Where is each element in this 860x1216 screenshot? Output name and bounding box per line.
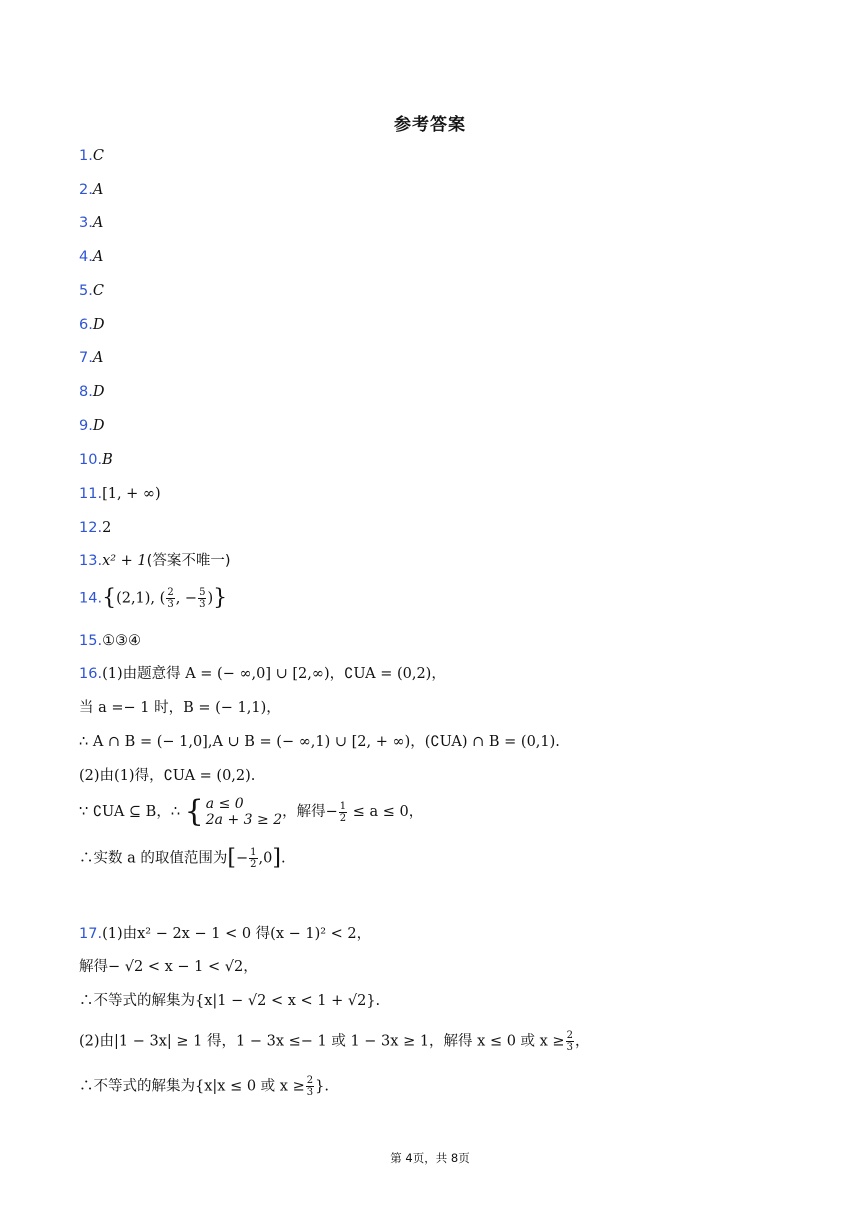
answer-line — [79, 382, 104, 402]
solution-17-line-3: ∴不等式的解集为{x|1 − √2 < x < 1 + √2}. — [79, 993, 381, 1009]
solution-text: ≤ a ≤ 0， — [348, 804, 424, 820]
question-number: 16. — [79, 666, 103, 682]
solution-17-line-2: 解得− √2 < x − 1 < √2， — [79, 959, 258, 975]
question-number: 15. — [79, 633, 103, 649]
answer-text: A — [92, 249, 104, 265]
denominator: 3 — [167, 599, 174, 610]
solution-16-line-6 — [79, 847, 286, 870]
solution-text: ，解得− — [282, 804, 338, 820]
answer-line — [79, 484, 161, 504]
page-title: 参考答案 — [394, 115, 466, 135]
numerator: 5 — [199, 587, 206, 598]
set-close-brace: } — [213, 585, 228, 611]
question-number: 12. — [79, 520, 103, 536]
question-number: 17. — [79, 926, 103, 942]
denominator: 3 — [199, 599, 206, 610]
question-number: 13. — [79, 553, 103, 569]
answer-text: C — [92, 148, 104, 164]
interval-open-bracket: [ — [227, 845, 236, 871]
solution-16-line-5 — [79, 796, 423, 828]
question-number: 2. — [79, 182, 93, 198]
question-number: 8. — [79, 384, 93, 400]
answer-text: A — [92, 215, 104, 231]
solution-16-line-1 — [79, 664, 446, 684]
answer-text: [1, + ∞) — [102, 486, 161, 502]
answer-line — [79, 213, 103, 233]
answer-line — [79, 450, 113, 470]
answer-line — [79, 180, 103, 200]
question-number: 9. — [79, 418, 93, 434]
solution-text: ∴不等式的解集为{x|x ≤ 0 或 x ≥ — [79, 1078, 305, 1095]
answer-line — [79, 247, 103, 267]
answer-text: B — [102, 452, 113, 468]
solution-text: }. — [315, 1078, 329, 1095]
numerator: 2 — [566, 1030, 573, 1041]
solution-text: ,0 — [258, 850, 273, 867]
question-number: 4. — [79, 249, 93, 265]
system-brace: { — [184, 794, 204, 829]
numerator: 1 — [339, 800, 347, 812]
answer-line — [79, 146, 104, 166]
question-number: 6. — [79, 317, 93, 333]
answer-note: (答案不唯一) — [146, 553, 231, 569]
answer-line-14 — [79, 587, 227, 610]
answer-line — [79, 348, 103, 368]
system-row: a ≤ 0 — [205, 796, 244, 812]
answer-line — [79, 416, 104, 436]
answer-part: ) — [207, 590, 214, 607]
question-number: 7. — [79, 350, 93, 366]
interval-close-bracket: ] — [272, 845, 281, 871]
denominator: 2 — [339, 812, 347, 824]
question-number: 10. — [79, 452, 103, 468]
answer-text: 2 — [102, 520, 112, 536]
answer-part: (2,1), ( — [116, 590, 166, 607]
answer-line-13 — [79, 551, 230, 571]
question-number: 3. — [79, 215, 93, 231]
solution-16-line-4: (2)由(1)得，∁UA = (0,2). — [79, 768, 256, 784]
numerator: 2 — [306, 1075, 314, 1086]
answer-part: , − — [175, 590, 198, 607]
solution-text: − — [235, 850, 249, 867]
fraction — [198, 587, 206, 610]
answer-text: A — [92, 182, 104, 198]
fraction — [306, 1075, 314, 1098]
solution-16-line-3: ∴ A ∩ B = (− 1,0],A ∪ B = (− ∞,1) ∪ [2, + ∞)，(∁UA) ∩ B = (0,1). — [79, 734, 560, 750]
answer-line — [79, 518, 111, 538]
question-number: 14. — [79, 590, 103, 607]
system-row: 2a + 3 ≥ 2 — [205, 812, 283, 828]
solution-text: (1)由x² − 2x − 1 < 0 得(x − 1)² < 2， — [102, 926, 372, 942]
question-number: 11. — [79, 486, 103, 502]
solution-17-line-5 — [79, 1075, 329, 1098]
solution-17-line-4 — [79, 1030, 589, 1053]
solution-text: . — [280, 850, 286, 867]
answer-text: ①③④ — [102, 633, 142, 649]
solution-16-line-2: 当 a =− 1 时，B = (− 1,1)， — [79, 700, 281, 716]
answer-text: D — [92, 317, 105, 333]
set-open-brace: { — [102, 585, 117, 611]
solution-17-line-1 — [79, 924, 371, 944]
answer-text: D — [92, 418, 105, 434]
page-footer: 第 4页，共 8页 — [390, 1151, 470, 1165]
solution-text: (2)由|1 − 3x| ≥ 1 得，1 − 3x ≤− 1 或 1 − 3x ≥ 1，解得 x ≤ 0 或 x ≥ — [79, 1033, 565, 1050]
solution-text: ∵ ∁UA ⊆ B，∴ — [79, 804, 185, 820]
answer-text: C — [92, 283, 104, 299]
denominator: 2 — [250, 859, 257, 870]
fraction — [566, 1030, 574, 1053]
numerator: 1 — [250, 847, 257, 858]
answer-expression: x² + 1 — [102, 553, 147, 569]
denominator: 3 — [566, 1042, 573, 1053]
answer-text: D — [92, 384, 105, 400]
solution-text: (1)由题意得 A = (− ∞,0] ∪ [2,∞)，∁UA = (0,2)， — [102, 666, 446, 682]
solution-text: ， — [574, 1033, 590, 1050]
answer-line — [79, 281, 104, 301]
numerator: 2 — [167, 587, 174, 598]
inequality-system — [185, 796, 282, 828]
fraction — [339, 801, 347, 824]
fraction — [166, 587, 174, 610]
question-number: 5. — [79, 283, 93, 299]
answer-line-15 — [79, 631, 141, 651]
answer-text: A — [92, 350, 104, 366]
solution-text: ∴实数 a 的取值范围为 — [79, 850, 228, 867]
answer-line — [79, 315, 104, 335]
denominator: 3 — [306, 1087, 314, 1098]
question-number: 1. — [79, 148, 93, 164]
fraction — [249, 847, 257, 870]
